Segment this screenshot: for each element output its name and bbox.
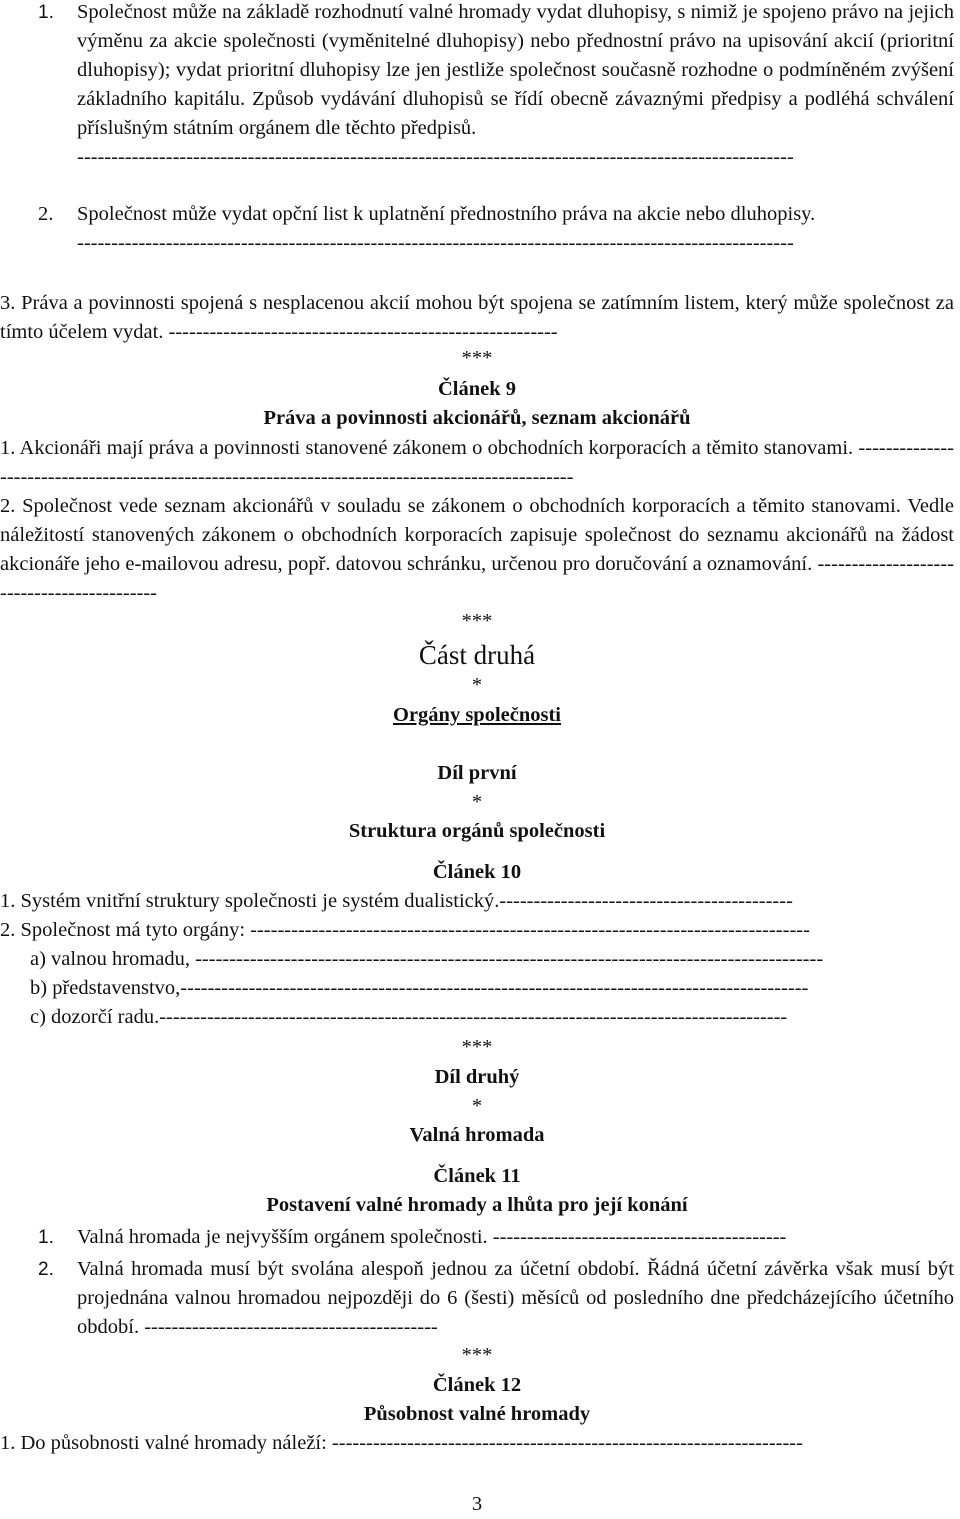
separator-dashes: --------------------------------------------------------------------------------------------------------- [77,146,794,168]
art8-item-1-text: Společnost může na základě rozhodnutí valné hromady vydat dluhopisy, s nimiž je spojeno právo na jejich výměnu za akcie společnosti (vyměnitelné dluhopisy) nebo přednostní právo na upisování akcií (prioritní dluhopisy); vydat prioritní dluhopisy lze jen jestliže společnost současně rozhodne o podmíněném zvýšení základního kapitálu. Způsob vydávání dluhopisů se řídí obecně závaznými předpisy a podléhá schválení příslušným státním orgánem dle těchto předpisů. [77,1,954,139]
article-10-item-a: a) valnou hromadu, -------------------------------------------------------------------------------------------- [30,948,824,970]
art8-item-2 [0,200,954,258]
section-separator: *** [461,1344,493,1366]
art8-item-1-number: 1. [38,2,54,23]
art8-item-2-text: Společnost může vydat opční list k uplatnění přednostního práva na akcie nebo dluhopisy. [77,203,816,225]
article-12-heading: Článek 12 [432,1374,522,1396]
page-number: 3 [471,1493,483,1515]
art11-item-1-text: Valná hromada je nejvyšším orgánem společnosti. ------------------------------------------- [77,1226,787,1248]
art11-item-2-number: 2. [38,1259,54,1280]
art8-item-3: 3. Práva a povinnosti spojená s nesplacenou akcií mohou být spojena se zatímním listem, který může společnost za tímto účelem vydat. --------------------------------------------------------- [0,292,954,343]
separator-dashes: --------------------------------------------------------------------------------------------------------- [77,232,794,254]
article-9-paragraph-1: 1. Akcionáři mají práva a povinnosti stanovené zákonem o obchodních korporacích a těmito stanovami. -------------------------------------------------------------------------------------------------- [0,437,954,488]
art8-item-2-number: 2. [38,203,54,225]
section-separator: *** [461,347,493,369]
article-9-paragraph-2: 2. Společnost vede seznam akcionářů v souladu se zákonem o obchodních korporacích a těmito stanovami. Vedle náležitostí stanovených zákonem o obchodních korporacích zapisuje společnost do seznamu akcionářů na žádost akcionáře jeho e-mailovou adresu, popř. datovou schránku, určenou pro doručování a oznamování. ------------------------------------------- [0,495,954,604]
article-10-paragraph-1: 1. Systém vnitřní struktury společnosti je systém dualistický.------------------------------------------- [0,890,793,912]
article-10-heading: Článek 10 [432,861,522,883]
part-2-subtitle: Orgány společnosti [393,704,561,726]
article-10-paragraph-2: 2. Společnost má tyto orgány: ---------------------------------------------------------------------------------- [0,919,810,941]
art11-item-2-text: Valná hromada musí být svolána alespoň jednou za účetní období. Řádná účetní závěrka však musí být projednána valnou hromadou nejpozději do 6 (šesti) měsíců od posledního dne předcházejícího účetního období. ------------------------------------------- [77,1258,954,1338]
article-11-title: Postavení valné hromady a lhůta pro její konání [266,1194,688,1216]
art11-item-2 [0,1255,954,1342]
asterisk-separator: * [471,791,483,813]
dil-1-title: Díl první [437,762,517,784]
dil-1-subtitle: Struktura orgánů společnosti [348,820,606,842]
dil-2-subtitle: Valná hromada [409,1124,545,1146]
article-10-item-c: c) dozorčí radu.-------------------------------------------------------------------------------------------- [30,1006,788,1028]
asterisk-separator: * [471,1095,483,1117]
article-11-heading: Článek 11 [433,1165,521,1187]
article-9-title: Práva a povinnosti akcionářů, seznam akcionářů [263,407,691,429]
dil-2-title: Díl druhý [434,1066,520,1088]
section-separator: *** [461,1036,493,1058]
part-2-title: Část druhá [418,640,536,670]
asterisk-separator: * [471,674,483,696]
art11-item-1-number: 1. [38,1227,54,1248]
art11-item-1 [0,1223,954,1252]
article-10-item-b: b) představenstvo,-------------------------------------------------------------------------------------------- [30,977,809,999]
article-12-title: Působnost valné hromady [363,1403,591,1425]
article-12-paragraph-1: 1. Do působnosti valné hromady náleží: --------------------------------------------------------------------- [0,1432,803,1454]
section-separator: *** [461,610,493,632]
art8-item-1 [0,0,954,172]
article-9-heading: Článek 9 [437,378,517,400]
